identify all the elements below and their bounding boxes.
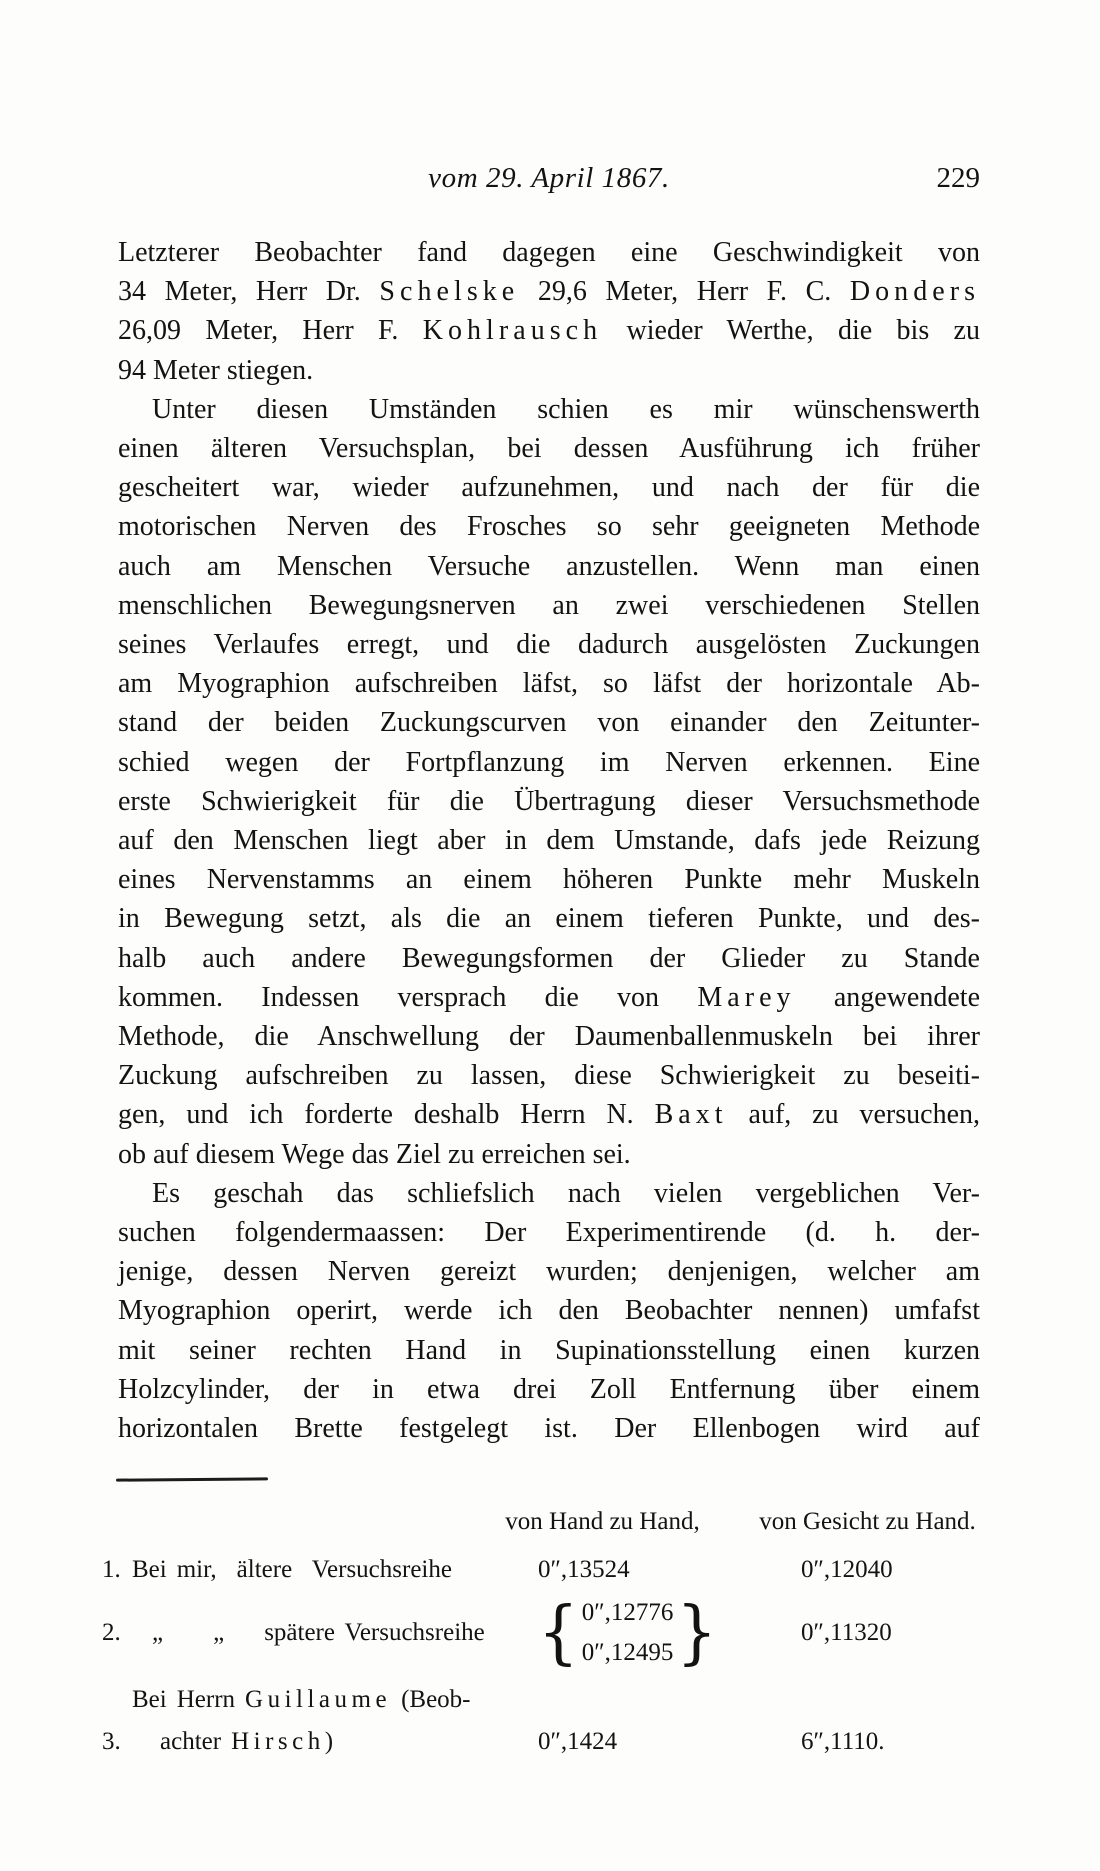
text-segment: suchen folgendermaassen: Der Experimentirende (d. h. der- [118,1217,980,1249]
text-segment: auf, zu versuchen, [727,1099,980,1131]
text-segment: mit seiner rechten Hand in Supinationsstellung einen kurzen [118,1334,980,1366]
text-segment: jenige, dessen Nerven gereizt wurden; denjenigen, welcher am [118,1256,980,1288]
text-line [118,311,980,350]
text-segment: Letzterer Beobachter fand dagegen eine Geschwindigkeit von [118,237,980,268]
spaced-name: Kohlrausch [422,315,603,347]
text-segment: 34 Meter, Herr Dr. [118,276,380,308]
footnote-header-spacer [102,1507,460,1537]
text-segment: gescheitert war, wieder aufzunehmen, und nach der für die [118,472,980,504]
footnote-value-hand-zu-hand [532,1593,766,1673]
footnote-value-hand-zu-hand: 0″,1424 [538,1728,618,1756]
text-segment: gen, und ich forderte deshalb Herrn N. [118,1099,655,1131]
footnote-rows [102,1549,980,1763]
text-line [118,860,980,899]
text-segment: Bei mir, ältere Versuchsreihe [132,1556,452,1584]
spaced-name: Guillaume [245,1686,392,1714]
text-line [118,1174,980,1213]
footnote-row [102,1549,980,1591]
right-brace: } [676,1593,718,1674]
text-segment: auch am Menschen Versuche anzustellen. Wenn man einen [118,550,980,582]
spaced-name: Baxt [654,1099,728,1131]
text-segment: auf den Menschen liegt aber in dem Umstande, dafs jede Reizung [118,825,980,857]
text-line [118,978,980,1017]
text-line [118,1135,980,1174]
text-segment: einen älteren Versuchsplan, bei dessen Ausführung ich früher [118,433,980,465]
text-segment: menschlichen Bewegungsnerven an zwei verschiedenen Stellen [118,589,980,621]
text-line [118,939,980,978]
text-line [118,1409,980,1448]
page-number: 229 [936,162,980,194]
page-header [118,158,980,198]
text-segment: angewendete [795,981,980,1013]
text-line [118,1213,980,1252]
paragraph [118,390,980,1174]
text-segment: 29,6 Meter, Herr F. C. [519,276,850,308]
footnote-label-line [132,1612,532,1654]
footnote-rule [116,1478,268,1482]
footnote-label-line [132,1679,532,1721]
text-segment: in Bewegung setzt, als die an einem tieferen Punkte, und des- [118,903,980,935]
text-segment: am Myographion aufschreiben läfst, so läfst der horizontale Ab- [118,668,980,700]
footnote-row [102,1593,980,1673]
text-line [118,782,980,821]
text-line [118,625,980,664]
text-segment: erste Schwierigkeit für die Übertragung dieser Versuchsmethode [118,785,980,817]
footnote-row-label [132,1612,532,1654]
braced-value-pair [582,1593,674,1673]
text-line [118,821,980,860]
footnote-label-line [132,1721,532,1763]
footnote-label-line [132,1549,532,1591]
text-segment: ) [324,1728,334,1756]
text-segment: wieder Werthe, die bis zu [602,315,980,347]
text-line [118,586,980,625]
left-brace: { [538,1593,579,1674]
footnote-row-label [132,1549,532,1591]
text-line [118,272,980,311]
text-segment: motorischen Nerven des Frosches so sehr geeigneten Methode [118,511,980,543]
text-line [118,1370,980,1409]
text-segment: halb auch andere Bewegungsformen der Glieder zu Stande [118,942,980,974]
column-header-hand-zu-hand: von Hand zu Hand, [505,1508,700,1536]
paragraph [118,233,980,390]
footnote-row-number: 3. [102,1728,121,1756]
text-segment: Zuckung aufschreiben zu lassen, diese Schwierigkeit zu beseiti- [118,1060,980,1092]
text-segment: seines Verlaufes erregt, und die dadurch ausgelösten Zuckungen [118,629,980,661]
footnote-value-gesicht-zu-hand: 0″,11320 [801,1619,892,1647]
text-line [118,507,980,546]
text-line [118,1056,980,1095]
footnote-value-gesicht-zu-hand: 6″,1110. [801,1728,885,1756]
text-line [118,233,980,272]
text-line [118,1291,980,1330]
text-line [118,468,980,507]
footnote-row-number: 2. [102,1619,121,1647]
text-line [118,743,980,782]
footnote-row-label [132,1679,532,1763]
text-line [118,351,980,390]
text-line [118,429,980,468]
spaced-name: Hirsch [231,1728,325,1756]
footnote-row-number: 1. [102,1556,121,1584]
text-line [118,1331,980,1370]
footnote-table [102,1507,980,1763]
text-segment: stand der beiden Zuckungscurven von einander den Zeitunter- [118,707,980,739]
spaced-name: Marey [697,981,796,1013]
spaced-name: Donders [849,276,981,308]
text-segment: 94 Meter stiegen. [118,354,314,386]
text-segment: Es geschah das schliefslich nach vielen vergeblichen Ver- [152,1177,980,1209]
text-segment: Holzcylinder, der in etwa drei Zoll Entfernung über einem [118,1373,980,1405]
running-title: vom 29. April 1867. [428,162,670,194]
text-segment: kommen. Indessen versprach die von [118,981,698,1013]
footnote-value-hand-zu-hand: 0″,13524 [538,1556,630,1584]
text-segment: (Beob- [391,1686,471,1714]
text-line [118,390,980,429]
text-line [118,1017,980,1056]
text-segment: schied wegen der Fortpflanzung im Nerven erkennen. Eine [118,746,980,778]
text-line [118,899,980,938]
text-segment: 26,09 Meter, Herr F. [118,315,423,347]
text-line [118,547,980,586]
text-line [118,1252,980,1291]
footnote-value: 0″,12776 [581,1599,674,1627]
text-segment: „ „ spätere Versuchsreihe [132,1619,485,1647]
footnote-value-gesicht-zu-hand: 0″,12040 [801,1556,893,1584]
text-line [118,664,980,703]
footnote-column-headers [102,1507,980,1537]
paragraph [118,1174,980,1448]
text-segment: Bei Herrn [132,1686,246,1714]
text-segment: ob auf diesem Wege das Ziel zu erreichen sei. [118,1138,631,1170]
spaced-name: Schelske [379,276,520,308]
text-segment: eines Nervenstamms an einem höheren Punkte mehr Muskeln [118,864,980,896]
text-segment: Methode, die Anschwellung der Daumenballenmuskeln bei ihrer [118,1021,980,1053]
body-text [118,233,980,1448]
column-header-gesicht-zu-hand: von Gesicht zu Hand. [759,1508,976,1536]
footnote-row [102,1679,980,1763]
text-segment: horizontalen Brette festgelegt ist. Der Ellenbogen wird auf [118,1413,980,1445]
text-segment: achter [160,1728,232,1756]
text-line [118,703,980,742]
text-line [118,1095,980,1134]
text-segment: Unter diesen Umständen schien es mir wünschenswerth [152,393,980,425]
footnote-value: 0″,12495 [581,1639,674,1667]
text-segment: Myographion operirt, werde ich den Beobachter nennen) umfafst [118,1295,980,1327]
